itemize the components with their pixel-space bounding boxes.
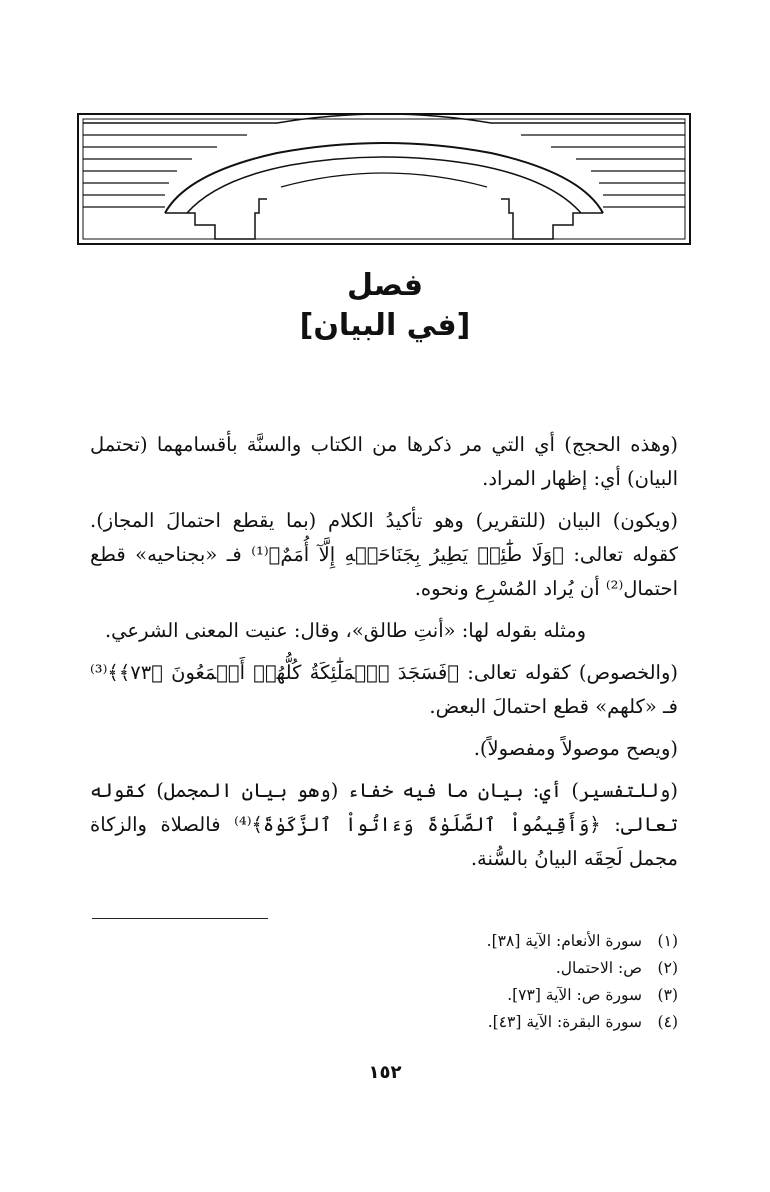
paragraph-intro: (وهذه الحجج) أي التي مر ذكرها من الكتاب والسنَّة بأقسامهما (تحتمل البيان) أي: إظهار المراد. xyxy=(90,433,678,490)
footnote xyxy=(90,982,678,1009)
footnote-text: سورة البقرة: الآية [٤٣]. xyxy=(487,1013,642,1031)
footnote xyxy=(90,955,678,982)
paragraph-taqrir: (ويكون) البيان (للتقرير) وهو تأكيدُ الكلام (بما يقطع احتمالَ المجاز). كقوله تعالى: ﴿وَلَا طَٰٓئِرٖ يَطِيرُ بِجَنَاحَيۡهِ إِلَّآ أُمَمٌ﴾⁽¹⁾ فـ «بجناحيه» قطع احتمال⁽²⁾ أن يُراد المُسْرِع ونحوه. xyxy=(90,509,678,600)
footnote xyxy=(90,928,678,955)
footnote-text: سورة الأنعام: الآية [٣٨]. xyxy=(486,932,642,950)
footnote-text: سورة ص: الآية [٧٣]. xyxy=(507,986,642,1004)
paragraph-example: ومثله بقوله لها: «أنتِ طالق»، وقال: عنيت المعنى الشرعي. xyxy=(104,619,586,642)
footnote-number: (٣) xyxy=(657,986,678,1004)
footnote-number: (١) xyxy=(657,932,678,950)
paragraph-tafsir: (وللتفسير) أي: بيان ما فيه خفاء (وهو بيان المجمل) كقوله تعالى: ﴿وَأَقِيمُواْ ٱلصَّلَوٰةَ وَءَاتُواْ ٱلزَّكَوٰةَ﴾⁽⁴⁾ فالصلاة والزكاة مجمل لَحِقَه البيانُ بالسُّنة. xyxy=(90,779,678,870)
page-number: ١٥٢ xyxy=(368,1062,402,1083)
footnotes xyxy=(90,928,678,1036)
paragraph-mawsul: (ويصح موصولاً ومفصولاً). xyxy=(473,737,678,760)
section-subtitle: [في البيان] xyxy=(299,308,471,343)
footnote xyxy=(90,1009,678,1036)
header-ornament xyxy=(77,113,691,245)
body-text xyxy=(90,428,678,884)
footnote-separator xyxy=(92,918,268,919)
footnote-text: ص: الاحتمال. xyxy=(555,959,642,977)
footnote-number: (٤) xyxy=(657,1013,678,1031)
footnote-number: (٢) xyxy=(657,959,678,977)
paragraph-khusus: (والخصوص) كقوله تعالى: ﴿فَسَجَدَ ٱلۡمَلَٰٓئِكَةُ كُلُّهُمۡ أَجۡمَعُونَ ﴿٧٣﴾﴾⁽³⁾ فـ «كلهم» قطع احتمالَ البعض. xyxy=(90,661,678,718)
section-title: فصل xyxy=(347,268,423,303)
